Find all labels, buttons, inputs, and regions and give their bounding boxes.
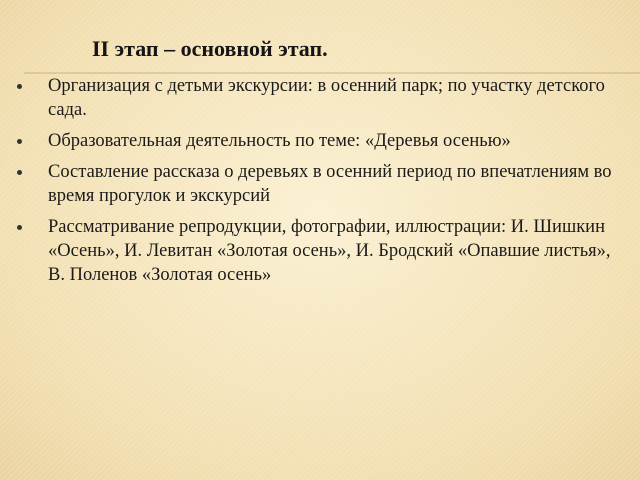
- bullet-icon: [17, 139, 22, 144]
- list-item: [12, 160, 612, 208]
- list-item: [12, 215, 612, 287]
- slide-title: II этап – основной этап.: [92, 36, 328, 61]
- bullet-text: Рассматривание репродукции, фотографии, иллюстрации: И. Шишкин «Осень», И. Левитан «Золотая осень», И. Бродский «Опавшие листья», В. Поленов «Золотая осень»: [48, 217, 611, 285]
- bullet-icon: [17, 84, 22, 89]
- bullet-icon: [17, 170, 22, 175]
- bullet-text: Организация с детьми экскурсии: в осенний парк; по участку детского сада.: [48, 76, 605, 120]
- list-item: [12, 129, 612, 153]
- bullet-icon: [17, 225, 22, 230]
- list-item: [12, 74, 612, 122]
- bullet-list: [12, 74, 612, 294]
- bullet-text: Составление рассказа о деревьях в осенний период по впечатлениям во время прогулок и экскурсий: [48, 162, 612, 206]
- bullet-text: Образовательная деятельность по теме: «Деревья осенью»: [48, 131, 511, 151]
